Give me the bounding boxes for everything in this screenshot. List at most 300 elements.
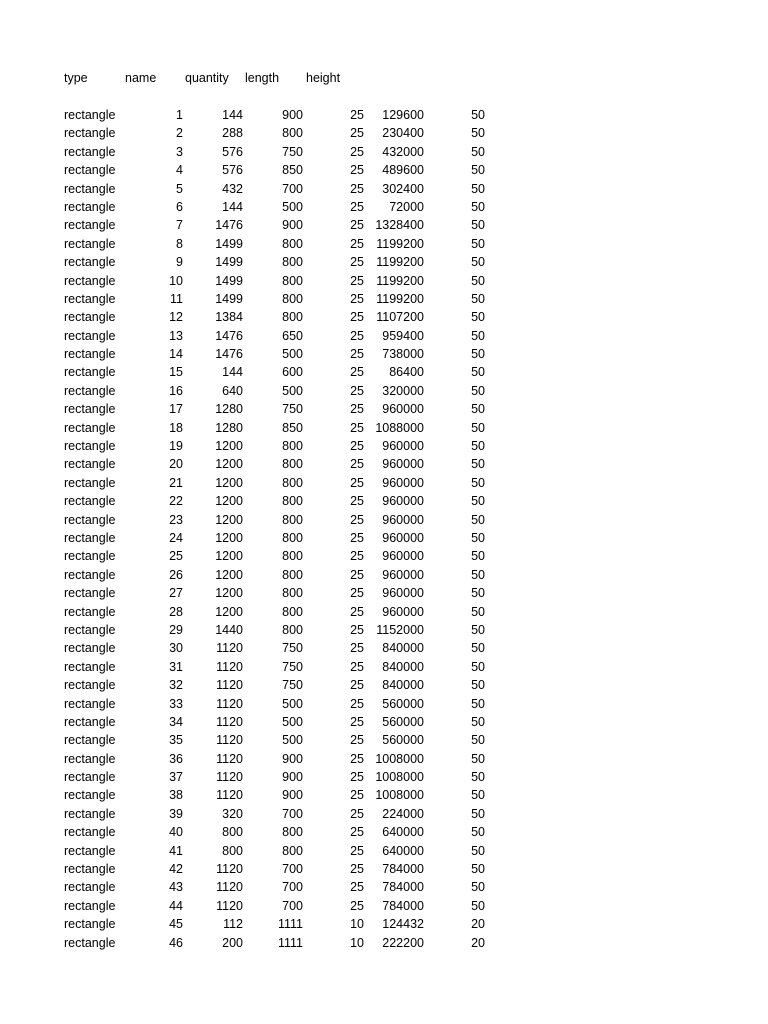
cell-quantity: 320 xyxy=(222,806,243,821)
cell-height: 25 xyxy=(350,678,364,693)
table-row xyxy=(0,308,768,326)
cell-type: rectangle xyxy=(64,751,116,766)
cell-extra: 50 xyxy=(471,696,485,711)
cell-name: 29 xyxy=(169,622,183,637)
cell-length: 1111 xyxy=(277,935,303,950)
cell-quantity: 1120 xyxy=(216,678,243,693)
cell-type: rectangle xyxy=(64,678,116,693)
cell-extra: 50 xyxy=(471,402,485,417)
cell-length: 750 xyxy=(282,659,303,674)
cell-height: 25 xyxy=(350,163,364,178)
cell-type: rectangle xyxy=(64,144,116,159)
cell-type: rectangle xyxy=(64,475,116,490)
table-row xyxy=(0,823,768,841)
cell-height: 10 xyxy=(350,935,364,950)
cell-length: 800 xyxy=(282,586,303,601)
table-row xyxy=(0,345,768,363)
cell-name: 14 xyxy=(169,347,183,362)
cell-name: 16 xyxy=(169,383,183,398)
cell-area: 959400 xyxy=(382,328,424,343)
cell-name: 44 xyxy=(169,898,183,913)
cell-length: 900 xyxy=(282,788,303,803)
cell-name: 26 xyxy=(169,567,183,582)
cell-extra: 50 xyxy=(471,806,485,821)
cell-name: 8 xyxy=(176,236,183,251)
cell-extra: 50 xyxy=(471,383,485,398)
cell-height: 25 xyxy=(350,328,364,343)
cell-height: 25 xyxy=(350,806,364,821)
cell-length: 750 xyxy=(282,144,303,159)
cell-quantity: 1280 xyxy=(215,420,243,435)
cell-quantity: 144 xyxy=(222,108,243,122)
cell-length: 800 xyxy=(282,567,303,582)
cell-extra: 50 xyxy=(471,825,485,840)
cell-length: 700 xyxy=(282,898,303,913)
cell-quantity: 1200 xyxy=(215,604,243,619)
cell-type: rectangle xyxy=(64,806,116,821)
cell-type: rectangle xyxy=(64,365,116,380)
cell-name: 11 xyxy=(170,291,183,306)
cell-area: 1008000 xyxy=(375,788,424,803)
cell-quantity: 1476 xyxy=(215,328,243,343)
cell-quantity: 1440 xyxy=(215,622,243,637)
header-name: name xyxy=(125,71,157,85)
cell-length: 850 xyxy=(282,420,303,435)
cell-extra: 50 xyxy=(471,126,485,141)
cell-area: 230400 xyxy=(382,126,424,141)
table-row xyxy=(0,897,768,915)
cell-name: 24 xyxy=(169,530,183,545)
cell-area: 960000 xyxy=(382,530,424,545)
cell-area: 960000 xyxy=(382,604,424,619)
cell-height: 25 xyxy=(350,714,364,729)
table-row xyxy=(0,180,768,198)
cell-length: 900 xyxy=(282,218,303,233)
cell-name: 45 xyxy=(169,917,183,932)
cell-name: 15 xyxy=(169,365,183,380)
table-row xyxy=(0,786,768,804)
cell-length: 800 xyxy=(282,825,303,840)
cell-length: 800 xyxy=(282,843,303,858)
cell-type: rectangle xyxy=(64,549,116,564)
cell-name: 7 xyxy=(176,218,183,233)
table-row xyxy=(0,713,768,731)
cell-type: rectangle xyxy=(64,457,116,472)
cell-extra: 50 xyxy=(471,512,485,527)
cell-area: 302400 xyxy=(382,181,424,196)
header-height: height xyxy=(306,71,341,85)
cell-quantity: 576 xyxy=(222,163,243,178)
table-row xyxy=(0,272,768,290)
cell-height: 25 xyxy=(350,383,364,398)
table-row xyxy=(0,124,768,142)
cell-quantity: 1120 xyxy=(216,696,243,711)
cell-name: 35 xyxy=(169,733,183,748)
table-row xyxy=(0,363,768,381)
cell-area: 1152000 xyxy=(376,622,424,637)
cell-quantity: 1476 xyxy=(215,218,243,233)
table-row xyxy=(0,529,768,547)
cell-area: 640000 xyxy=(382,843,424,858)
cell-length: 800 xyxy=(282,494,303,509)
cell-name: 12 xyxy=(169,310,183,325)
cell-extra: 50 xyxy=(471,641,485,656)
cell-name: 21 xyxy=(169,475,183,490)
cell-type: rectangle xyxy=(64,696,116,711)
cell-name: 10 xyxy=(169,273,183,288)
table-row xyxy=(0,878,768,896)
cell-extra: 50 xyxy=(471,843,485,858)
cell-type: rectangle xyxy=(64,825,116,840)
cell-extra: 50 xyxy=(471,494,485,509)
cell-length: 750 xyxy=(282,641,303,656)
cell-length: 850 xyxy=(282,163,303,178)
cell-extra: 50 xyxy=(471,347,485,362)
cell-height: 25 xyxy=(350,126,364,141)
cell-quantity: 1120 xyxy=(216,770,243,785)
cell-area: 1199200 xyxy=(376,255,424,270)
cell-area: 840000 xyxy=(382,659,424,674)
cell-name: 46 xyxy=(169,935,183,950)
cell-name: 30 xyxy=(169,641,183,656)
cell-height: 25 xyxy=(350,439,364,454)
table-row xyxy=(0,400,768,418)
cell-extra: 50 xyxy=(471,108,485,122)
cell-quantity: 1384 xyxy=(215,310,243,325)
cell-type: rectangle xyxy=(64,862,116,877)
cell-type: rectangle xyxy=(64,420,116,435)
table-row xyxy=(0,216,768,234)
cell-height: 25 xyxy=(350,641,364,656)
cell-name: 1 xyxy=(176,108,183,122)
cell-height: 25 xyxy=(350,347,364,362)
table-row xyxy=(0,658,768,676)
cell-length: 800 xyxy=(282,291,303,306)
cell-area: 489600 xyxy=(382,163,424,178)
cell-area: 840000 xyxy=(382,641,424,656)
cell-quantity: 1120 xyxy=(216,641,243,656)
cell-height: 25 xyxy=(350,604,364,619)
cell-extra: 50 xyxy=(471,218,485,233)
cell-length: 700 xyxy=(282,880,303,895)
cell-quantity: 1200 xyxy=(215,439,243,454)
cell-area: 840000 xyxy=(382,678,424,693)
data-rows xyxy=(0,106,768,952)
cell-quantity: 800 xyxy=(222,825,243,840)
cell-height: 25 xyxy=(350,733,364,748)
cell-extra: 50 xyxy=(471,475,485,490)
cell-extra: 50 xyxy=(471,291,485,306)
cell-type: rectangle xyxy=(64,512,116,527)
cell-type: rectangle xyxy=(64,530,116,545)
cell-name: 34 xyxy=(169,714,183,729)
cell-extra: 20 xyxy=(471,917,485,932)
cell-height: 25 xyxy=(350,751,364,766)
cell-height: 25 xyxy=(350,567,364,582)
cell-height: 25 xyxy=(350,862,364,877)
cell-quantity: 1200 xyxy=(215,530,243,545)
table-row xyxy=(0,695,768,713)
cell-name: 17 xyxy=(169,402,183,417)
cell-type: rectangle xyxy=(64,439,116,454)
cell-name: 2 xyxy=(176,126,183,141)
cell-type: rectangle xyxy=(64,843,116,858)
cell-quantity: 1476 xyxy=(215,347,243,362)
cell-name: 38 xyxy=(169,788,183,803)
cell-area: 1199200 xyxy=(376,273,424,288)
cell-type: rectangle xyxy=(64,714,116,729)
cell-height: 25 xyxy=(350,770,364,785)
cell-length: 800 xyxy=(282,457,303,472)
cell-quantity: 1200 xyxy=(215,512,243,527)
cell-type: rectangle xyxy=(64,567,116,582)
cell-length: 800 xyxy=(282,126,303,141)
cell-length: 800 xyxy=(282,439,303,454)
table-row xyxy=(0,253,768,271)
cell-quantity: 1200 xyxy=(215,457,243,472)
cell-type: rectangle xyxy=(64,163,116,178)
cell-type: rectangle xyxy=(64,770,116,785)
header-length: length xyxy=(245,71,280,85)
header-type: type xyxy=(64,71,88,85)
cell-type: rectangle xyxy=(64,218,116,233)
cell-name: 36 xyxy=(169,751,183,766)
cell-type: rectangle xyxy=(64,935,116,950)
cell-type: rectangle xyxy=(64,494,116,509)
cell-area: 224000 xyxy=(382,806,424,821)
cell-extra: 50 xyxy=(471,880,485,895)
cell-quantity: 144 xyxy=(222,199,243,214)
cell-type: rectangle xyxy=(64,273,116,288)
cell-extra: 50 xyxy=(471,530,485,545)
cell-type: rectangle xyxy=(64,402,116,417)
cell-type: rectangle xyxy=(64,586,116,601)
table-row xyxy=(0,455,768,473)
cell-extra: 50 xyxy=(471,898,485,913)
table-row xyxy=(0,566,768,584)
cell-name: 13 xyxy=(169,328,183,343)
cell-length: 800 xyxy=(282,622,303,637)
cell-type: rectangle xyxy=(64,604,116,619)
cell-length: 900 xyxy=(282,751,303,766)
cell-area: 1199200 xyxy=(376,291,424,306)
cell-length: 500 xyxy=(282,714,303,729)
cell-height: 25 xyxy=(350,530,364,545)
cell-name: 40 xyxy=(169,825,183,840)
cell-quantity: 1120 xyxy=(216,788,243,803)
table-row xyxy=(0,584,768,602)
cell-length: 500 xyxy=(282,199,303,214)
table-row xyxy=(0,143,768,161)
table-row xyxy=(0,547,768,565)
cell-name: 43 xyxy=(169,880,183,895)
table-row xyxy=(0,639,768,657)
cell-length: 750 xyxy=(282,678,303,693)
cell-quantity: 1200 xyxy=(215,586,243,601)
cell-quantity: 200 xyxy=(222,935,243,950)
cell-length: 800 xyxy=(282,310,303,325)
cell-area: 960000 xyxy=(382,457,424,472)
cell-type: rectangle xyxy=(64,291,116,306)
header-quantity: quantity xyxy=(185,71,229,85)
cell-height: 25 xyxy=(350,291,364,306)
cell-area: 960000 xyxy=(382,494,424,509)
cell-type: rectangle xyxy=(64,255,116,270)
cell-type: rectangle xyxy=(64,659,116,674)
table-row xyxy=(0,915,768,933)
cell-quantity: 1200 xyxy=(215,494,243,509)
cell-area: 222200 xyxy=(382,935,424,950)
cell-area: 960000 xyxy=(382,512,424,527)
cell-name: 25 xyxy=(169,549,183,564)
cell-height: 25 xyxy=(350,586,364,601)
cell-quantity: 800 xyxy=(222,843,243,858)
cell-height: 25 xyxy=(350,181,364,196)
cell-name: 9 xyxy=(176,255,183,270)
cell-quantity: 1499 xyxy=(215,291,243,306)
cell-type: rectangle xyxy=(64,880,116,895)
cell-extra: 50 xyxy=(471,788,485,803)
cell-area: 1107200 xyxy=(376,310,424,325)
cell-extra: 50 xyxy=(471,622,485,637)
cell-type: rectangle xyxy=(64,347,116,362)
cell-type: rectangle xyxy=(64,181,116,196)
cell-height: 25 xyxy=(350,549,364,564)
cell-extra: 50 xyxy=(471,549,485,564)
cell-height: 25 xyxy=(350,144,364,159)
cell-height: 25 xyxy=(350,255,364,270)
cell-quantity: 1499 xyxy=(215,273,243,288)
cell-height: 25 xyxy=(350,512,364,527)
cell-quantity: 1200 xyxy=(215,549,243,564)
cell-area: 560000 xyxy=(382,714,424,729)
cell-height: 25 xyxy=(350,696,364,711)
cell-length: 500 xyxy=(282,347,303,362)
table-row xyxy=(0,768,768,786)
cell-extra: 50 xyxy=(471,181,485,196)
table-row xyxy=(0,934,768,952)
cell-extra: 50 xyxy=(471,604,485,619)
cell-extra: 20 xyxy=(471,935,485,950)
cell-height: 25 xyxy=(350,108,364,122)
cell-name: 42 xyxy=(169,862,183,877)
cell-quantity: 1120 xyxy=(216,880,243,895)
cell-quantity: 1280 xyxy=(215,402,243,417)
cell-height: 10 xyxy=(350,917,364,932)
cell-length: 750 xyxy=(282,402,303,417)
cell-extra: 50 xyxy=(471,770,485,785)
cell-height: 25 xyxy=(350,402,364,417)
cell-area: 784000 xyxy=(382,898,424,913)
cell-height: 25 xyxy=(350,420,364,435)
cell-name: 37 xyxy=(169,770,183,785)
cell-area: 86400 xyxy=(389,365,424,380)
cell-name: 19 xyxy=(169,439,183,454)
table-row xyxy=(0,842,768,860)
cell-length: 900 xyxy=(282,770,303,785)
cell-quantity: 1120 xyxy=(216,659,243,674)
cell-extra: 50 xyxy=(471,273,485,288)
cell-height: 25 xyxy=(350,236,364,251)
cell-extra: 50 xyxy=(471,328,485,343)
cell-extra: 50 xyxy=(471,236,485,251)
cell-height: 25 xyxy=(350,199,364,214)
cell-type: rectangle xyxy=(64,199,116,214)
cell-quantity: 1120 xyxy=(216,714,243,729)
cell-extra: 50 xyxy=(471,255,485,270)
cell-length: 800 xyxy=(282,475,303,490)
cell-height: 25 xyxy=(350,475,364,490)
table-row xyxy=(0,621,768,639)
cell-extra: 50 xyxy=(471,678,485,693)
cell-type: rectangle xyxy=(64,236,116,251)
cell-extra: 50 xyxy=(471,163,485,178)
cell-quantity: 1499 xyxy=(215,255,243,270)
cell-length: 600 xyxy=(282,365,303,380)
cell-name: 23 xyxy=(169,512,183,527)
cell-length: 500 xyxy=(282,696,303,711)
table-row xyxy=(0,382,768,400)
cell-extra: 50 xyxy=(471,733,485,748)
cell-height: 25 xyxy=(350,825,364,840)
cell-length: 1111 xyxy=(277,917,303,932)
cell-area: 124432 xyxy=(382,917,424,932)
table-row xyxy=(0,327,768,345)
cell-type: rectangle xyxy=(64,641,116,656)
cell-area: 960000 xyxy=(382,549,424,564)
cell-length: 650 xyxy=(282,328,303,343)
table-row xyxy=(0,492,768,510)
cell-name: 28 xyxy=(169,604,183,619)
cell-name: 4 xyxy=(176,163,183,178)
cell-quantity: 112 xyxy=(223,917,243,932)
cell-height: 25 xyxy=(350,659,364,674)
cell-extra: 50 xyxy=(471,457,485,472)
cell-length: 800 xyxy=(282,512,303,527)
cell-name: 39 xyxy=(169,806,183,821)
cell-length: 800 xyxy=(282,236,303,251)
table-row xyxy=(0,235,768,253)
cell-extra: 50 xyxy=(471,310,485,325)
cell-length: 800 xyxy=(282,255,303,270)
cell-area: 1088000 xyxy=(375,420,424,435)
cell-quantity: 1120 xyxy=(216,751,243,766)
cell-area: 320000 xyxy=(382,383,424,398)
table-row xyxy=(0,805,768,823)
cell-quantity: 1120 xyxy=(216,898,243,913)
table-row xyxy=(0,731,768,749)
cell-quantity: 1200 xyxy=(215,567,243,582)
table-row xyxy=(0,437,768,455)
cell-area: 1328400 xyxy=(375,218,424,233)
table-row xyxy=(0,676,768,694)
cell-type: rectangle xyxy=(64,310,116,325)
cell-type: rectangle xyxy=(64,788,116,803)
cell-area: 738000 xyxy=(382,347,424,362)
cell-length: 700 xyxy=(282,862,303,877)
cell-name: 27 xyxy=(169,586,183,601)
cell-type: rectangle xyxy=(64,733,116,748)
cell-area: 960000 xyxy=(382,567,424,582)
table-row xyxy=(0,474,768,492)
cell-length: 800 xyxy=(282,604,303,619)
cell-extra: 50 xyxy=(471,862,485,877)
cell-extra: 50 xyxy=(471,659,485,674)
cell-name: 32 xyxy=(169,678,183,693)
cell-area: 640000 xyxy=(382,825,424,840)
cell-area: 784000 xyxy=(382,880,424,895)
cell-length: 900 xyxy=(282,108,303,122)
